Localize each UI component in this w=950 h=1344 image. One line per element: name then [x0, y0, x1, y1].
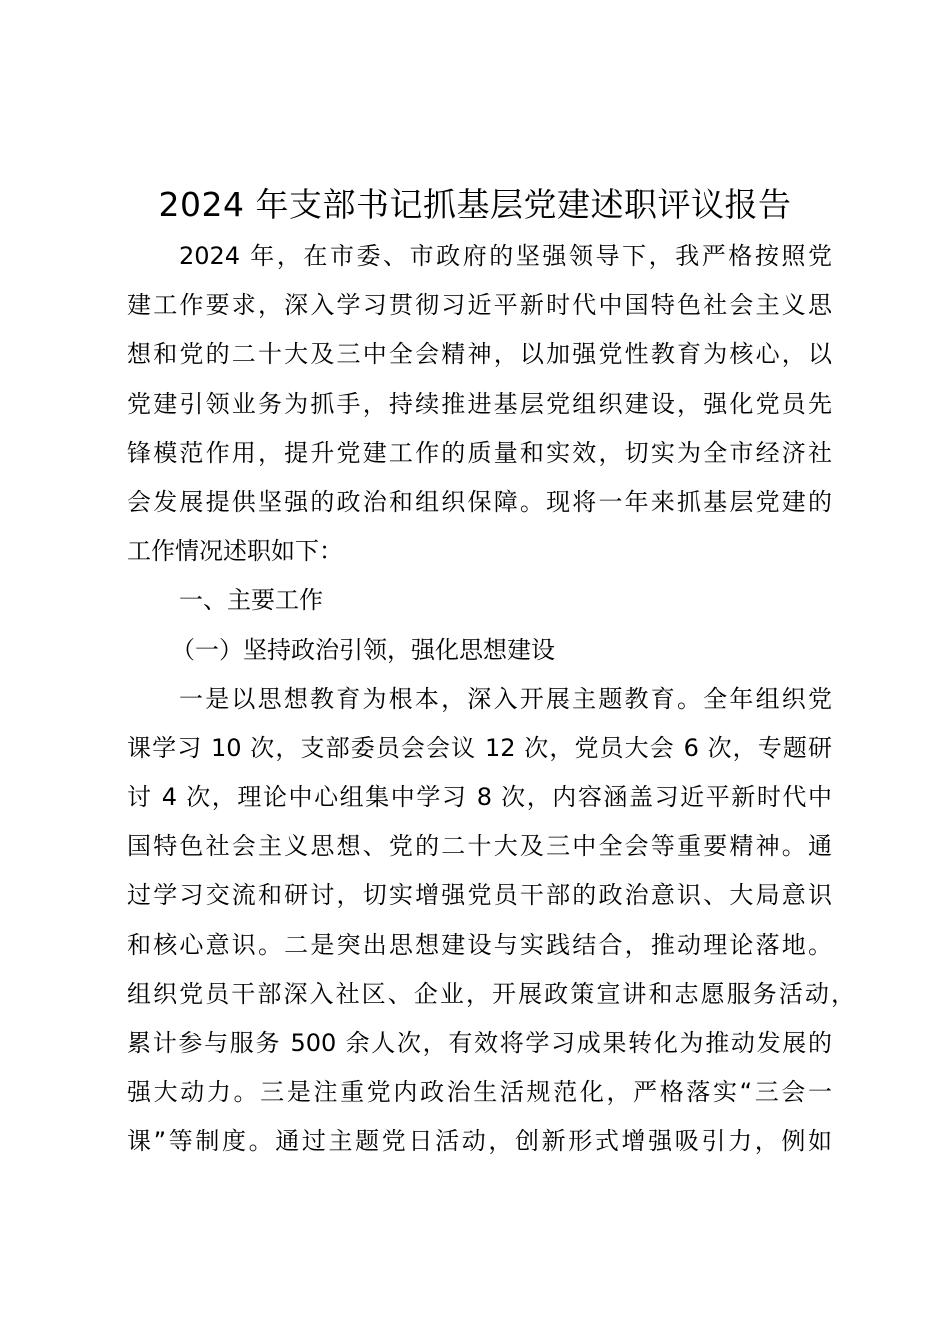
paragraph-line: 和核心意识。二是突出思想建设与实践结合，推动理论落地。	[127, 930, 832, 959]
paragraph-line: 累计参与服务 500 余人次，有效将学习成果转化为推动发展的	[127, 1029, 832, 1057]
paragraph-line: 建工作要求，深入学习贯彻习近平新时代中国特色社会主义思	[127, 291, 832, 320]
paragraph-line: 会发展提供坚强的政治和组织保障。现将一年来抓基层党建的	[127, 487, 832, 516]
subsection-heading: （一）坚持政治引领，强化思想建设	[171, 635, 555, 664]
paragraph-line: 国特色社会主义思想、党的二十大及三中全会等重要精神。通	[127, 832, 832, 861]
paragraph-line: 讨 4 次，理论中心组集中学习 8 次，内容涵盖习近平新时代中	[127, 783, 832, 812]
document-body	[127, 232, 855, 1167]
paragraph-line: 锋模范作用，提升党建工作的质量和实效，切实为全市经济社	[127, 438, 832, 467]
paragraph-line: 课”等制度。通过主题党日活动，创新形式增强吸引力，例如	[127, 1127, 832, 1156]
paragraph-line: 一是以思想教育为根本，深入开展主题教育。全年组织党	[179, 684, 832, 713]
paragraph-line: 想和党的二十大及三中全会精神，以加强党性教育为核心，以	[127, 340, 832, 369]
paragraph-line: 课学习 10 次，支部委员会会议 12 次，党员大会 6 次，专题研	[127, 733, 832, 762]
paragraph-line: 工作情况述职如下：	[127, 537, 343, 566]
section-heading: 一、主要工作	[179, 586, 323, 615]
paragraph-line: 2024 年，在市委、市政府的坚强领导下，我严格按照党	[179, 242, 832, 270]
paragraph-line: 强大动力。三是注重党内政治生活规范化，严格落实“三会一	[127, 1078, 832, 1107]
paragraph-line: 过学习交流和研讨，切实增强党员干部的政治意识、大局意识	[127, 881, 832, 910]
paragraph-line: 党建引领业务为抓手，持续推进基层党组织建设，强化党员先	[127, 389, 832, 418]
paragraph-line: 组织党员干部深入社区、企业，开展政策宣讲和志愿服务活动，	[127, 979, 855, 1008]
document-title: 2024 年支部书记抓基层党建述职评议报告	[158, 185, 792, 224]
